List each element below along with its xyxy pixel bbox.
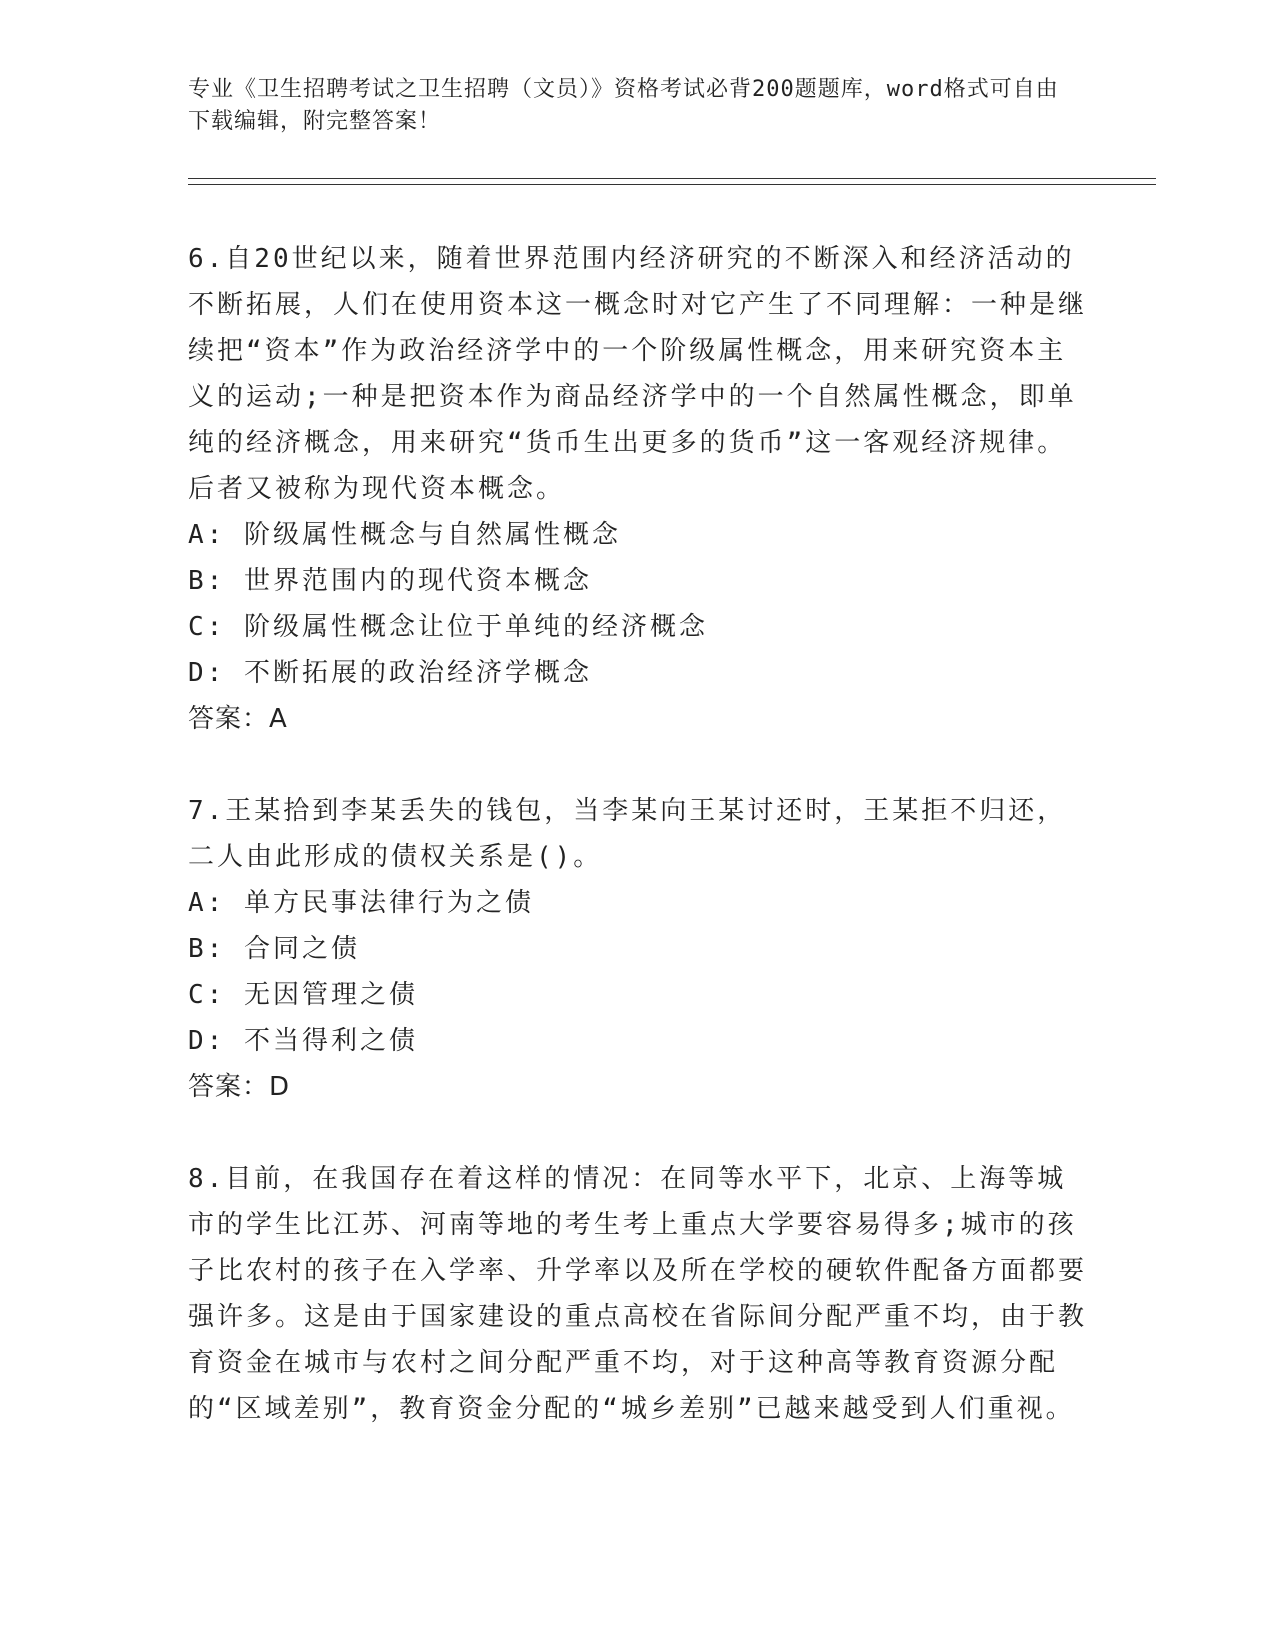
question-stem: 8.目前，在我国存在着这样的情况：在同等水平下，北京、上海等城市的学生比江苏、河南等地的考生考上重点大学要容易得多;城市的孩子比农村的孩子在入学率、升学率以及所在学校的硬软件配备方面都要强许多。这是由于国家建设的重点高校在省际间分配严重不均，由于教育资金在城市与农村之间分配严重不均，对于这种高等教育资源分配的“区域差别”，教育资金分配的“城乡差别”已越来越受到人们重视。 <box>188 1164 1088 1424</box>
question-7 <box>188 788 1088 1110</box>
question-6 <box>188 236 1088 742</box>
option-a: A: 阶级属性概念与自然属性概念 <box>188 520 621 550</box>
header-divider <box>188 178 1156 185</box>
option-a: A: 单方民事法律行为之债 <box>188 888 534 918</box>
option-c: C: 无因管理之债 <box>188 980 418 1010</box>
option-b: B: 合同之债 <box>188 934 360 964</box>
option-d: D: 不当得利之债 <box>188 1026 418 1056</box>
option-b: B: 世界范围内的现代资本概念 <box>188 566 592 596</box>
question-stem: 7.王某拾到李某丢失的钱包，当李某向王某讨还时，王某拒不归还，二人由此形成的债权关系是()。 <box>188 796 1067 872</box>
question-list <box>188 236 1088 1432</box>
question-stem: 6.自20世纪以来，随着世界范围内经济研究的不断深入和经济活动的不断拓展，人们在使用资本这一概念时对它产生了不同理解：一种是继续把“资本”作为政治经济学中的一个阶级属性概念，用来研究资本主义的运动;一种是把资本作为商品经济学中的一个自然属性概念，即单纯的经济概念，用来研究“货币生出更多的货币”这一客观经济规律。后者又被称为现代资本概念。 <box>188 244 1088 504</box>
option-c: C: 阶级属性概念让位于单纯的经济概念 <box>188 612 708 642</box>
answer-line: 答案：A <box>188 704 288 734</box>
document-header: 专业《卫生招聘考试之卫生招聘（文员）》资格考试必背200题题库，word格式可自由下载编辑，附完整答案！ <box>188 77 1059 134</box>
option-d: D: 不断拓展的政治经济学概念 <box>188 658 592 688</box>
answer-line: 答案：D <box>188 1072 291 1102</box>
question-spacer <box>188 1110 1088 1156</box>
question-spacer <box>188 742 1088 788</box>
question-8 <box>188 1156 1088 1432</box>
